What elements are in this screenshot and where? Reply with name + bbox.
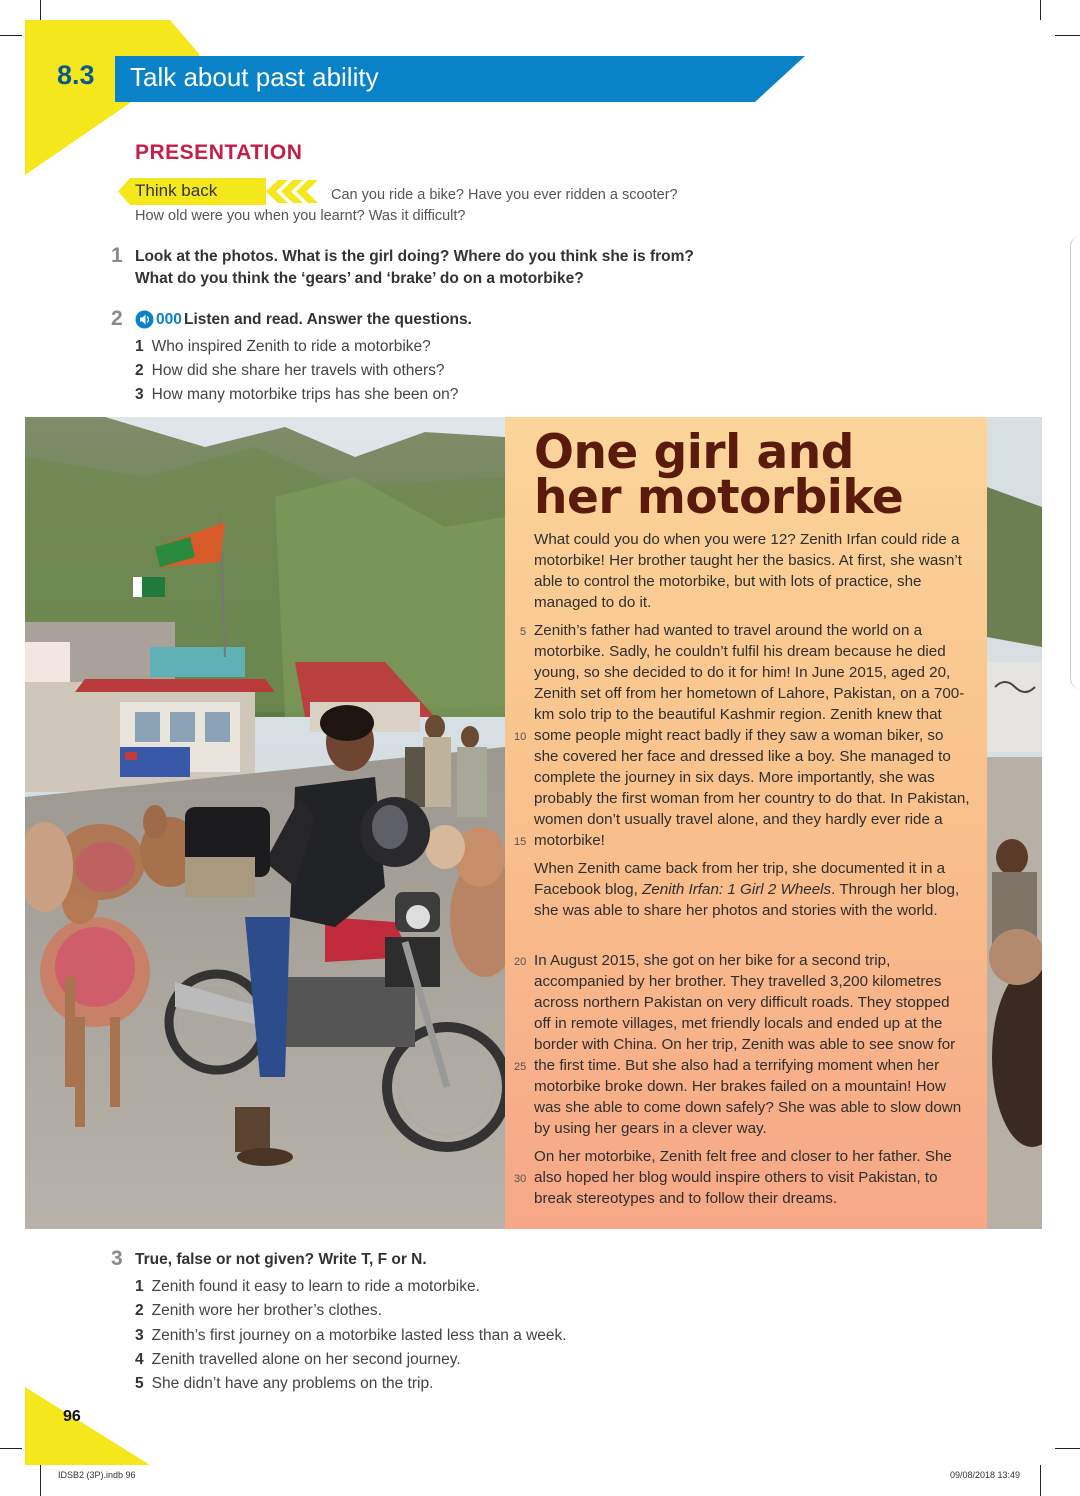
list-item: 5 She didn’t have any problems on the trip.: [135, 1375, 434, 1392]
photo-edge-strip: [987, 417, 1042, 1229]
article-paragraph-1: What could you do when you were 12? Zenith Irfan could ride a motorbike! Her brother taught her the basics. At first, she wasn’t able to control the motorbike, but with lots of practice, she managed to do it.: [534, 531, 962, 611]
exercise-3-heading: True, false or not given? Write T, F or N.: [135, 1251, 427, 1268]
section-number: 8.3: [57, 60, 95, 90]
think-back-question-1: Can you ride a bike? Have you ever ridden a scooter?: [331, 187, 678, 203]
list-item: 3 How many motorbike trips has she been on?: [135, 386, 459, 403]
exercise-1-line-2: What do you think the ‘gears’ and ‘brake’ do on a motorbike?: [135, 270, 584, 287]
crop-mark: [0, 1448, 22, 1449]
line-number: 5: [520, 626, 527, 638]
page-edge: [1070, 235, 1080, 690]
audio-track[interactable]: [135, 310, 182, 329]
audio-code: 000: [156, 310, 182, 328]
footer-timestamp: 09/08/2018 13:49: [950, 1470, 1021, 1480]
page-corner-triangle: [25, 1387, 150, 1465]
line-number: 10: [514, 731, 527, 743]
line-number: 15: [514, 836, 527, 848]
crop-mark: [1040, 0, 1041, 20]
photo-girl-on-motorbike: [25, 417, 505, 1229]
article-paragraph-3: When Zenith came back from her trip, she documented it in a Facebook blog, Zenith Irfan: 1 Girl 2 Wheels. Through her blog, she was able to share her photos and stories with the world.: [534, 860, 960, 919]
crop-mark: [1040, 1465, 1041, 1496]
think-back-label: Think back: [135, 181, 218, 200]
crop-mark: [1055, 1448, 1080, 1449]
exercise-2-number: 2: [111, 307, 123, 330]
exercise-1-number: 1: [111, 244, 123, 267]
crop-mark: [1055, 35, 1080, 36]
page-number: 96: [63, 1408, 81, 1425]
list-item: 1 Who inspired Zenith to ride a motorbike?: [135, 338, 431, 355]
exercise-3-number: 3: [111, 1247, 123, 1270]
article-paragraph-5: On her motorbike, Zenith felt free and closer to her father. She also hoped her blog would inspire others to visit Pakistan, to break stereotypes and to follow their dreams.: [534, 1148, 952, 1207]
crop-mark: [0, 35, 22, 36]
exercise-1-line-1: Look at the photos. What is the girl doing? Where do you think she is from?: [135, 248, 694, 265]
line-number: 30: [514, 1173, 527, 1185]
list-item: 3 Zenith’s first journey on a motorbike lasted less than a week.: [135, 1327, 567, 1344]
line-number: 20: [514, 956, 527, 968]
crop-mark: [40, 1465, 41, 1496]
exercise-2-heading: Listen and read. Answer the questions.: [184, 311, 472, 328]
list-item: 4 Zenith travelled alone on her second journey.: [135, 1351, 461, 1368]
think-back-question-2: How old were you when you learnt? Was it difficult?: [135, 208, 466, 224]
line-number: 25: [514, 1061, 527, 1073]
list-item: 2 Zenith wore her brother’s clothes.: [135, 1302, 382, 1319]
footer-file-info: IDSB2 (3P).indb 96: [58, 1470, 136, 1480]
article-paragraph-4: In August 2015, she got on her bike for a second trip, accompanied by her brother. They travelled 3,200 kilometres across northern Pakistan on very difficult roads. They stopped off in remote villages, met friendly locals and ended up at the border with China. On her trip, Zenith was able to see snow for the first time. But she also had a terrifying moment when her motorbike broke down. Her brakes failed on a mountain! How was she able to come down safely? She was able to slow down by using her gears in a clever way.: [534, 952, 962, 1137]
list-item: 2 How did she share her travels with others?: [135, 362, 445, 379]
crop-mark: [40, 0, 41, 20]
article-title: One girl and her motorbike: [534, 425, 904, 525]
presentation-heading: PRESENTATION: [135, 141, 303, 164]
section-title: Talk about past ability: [130, 62, 379, 92]
list-item: 1 Zenith found it easy to learn to ride a motorbike.: [135, 1278, 480, 1295]
speaker-icon: [135, 310, 154, 329]
article-paragraph-2: Zenith’s father had wanted to travel around the world on a motorbike. Sadly, he couldn’t fulfil his dream because he died young, so she decided to do it for him! In June 2015, aged 20, Zenith set off from her hometown of Lahore, Pakistan, on a 700-km solo trip to the beautiful Kashmir region. Zenith knew that some people might react badly if they saw a woman biker, so she covered her face and dressed like a boy. She managed to complete the journey in six days. More importantly, she was probably the first woman from her country to do that. In Pakistan, women don’t usually travel alone, and they hardly ever ride a motorbike!: [534, 622, 970, 849]
